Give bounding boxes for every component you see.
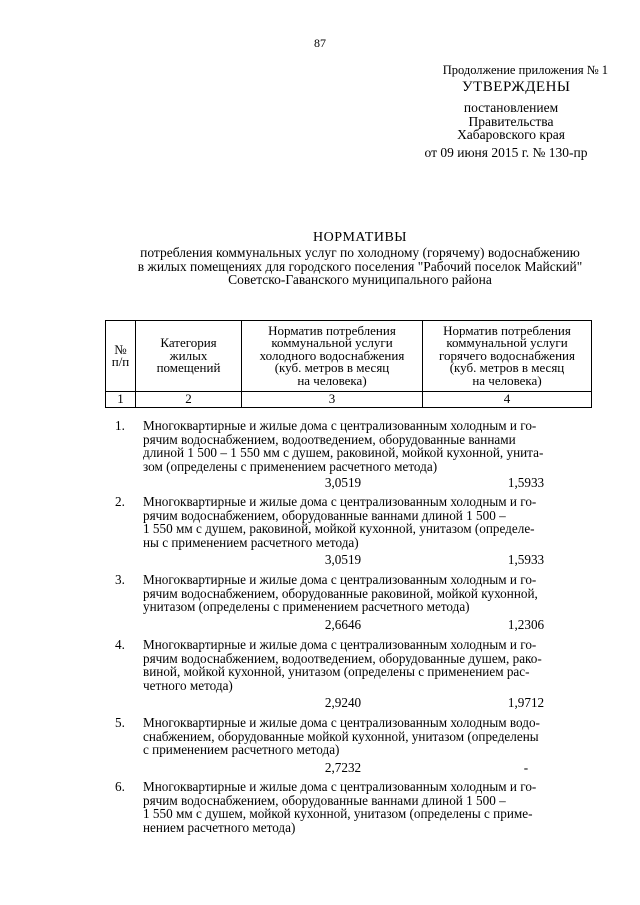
row-description: [143, 780, 605, 834]
hot-water-value: 1,9712: [507, 695, 545, 710]
description-line: Многоквартирные и жилые дома с централизованным холодным и го-: [143, 418, 537, 433]
page-number: 87: [314, 36, 326, 50]
approval-line: Хабаровского края: [457, 127, 565, 142]
description-line: длиной 1 500 – 1 550 мм с душем, раковиной, мойкой кухонной, унита-: [143, 445, 544, 461]
document-title: НОРМАТИВЫ: [312, 230, 408, 245]
subtitle-line: Советско-Гаванского муниципального района: [228, 272, 492, 287]
description-line: рячим водоснабжением, водоотведением, оборудованные ваннами: [143, 431, 516, 447]
subtitle-line: в жилых помещениях для городского поселения "Рабочий поселок Майский": [137, 258, 583, 274]
column-number: 1: [106, 392, 136, 408]
row-description: [143, 573, 605, 614]
column-number: 3: [242, 392, 423, 408]
header-text: на человека): [472, 372, 542, 388]
description-line: 1 550 мм с душем, мойкой кухонной, унитазом (определены с приме-: [143, 806, 533, 822]
header-text: горячего водоснабжения: [439, 347, 575, 363]
document-subtitle: [100, 246, 620, 287]
description-line: с применением расчетного метода): [143, 742, 340, 758]
header-text: холодного водоснабжения: [259, 347, 405, 363]
header-cell-category: [136, 321, 242, 392]
row-number: 1.: [115, 418, 125, 433]
cold-water-value: 3,0519: [324, 475, 362, 490]
description-line: Многоквартирные и жилые дома с централизованным холодным и го-: [143, 572, 537, 587]
row-description: [143, 716, 605, 757]
cold-water-value: 2,9240: [324, 695, 362, 710]
header-text: Норматив потребления: [268, 322, 396, 338]
norms-table-header: [105, 320, 592, 408]
cold-water-value: 2,7232: [324, 760, 362, 775]
description-line: рячим водоснабжением, оборудованные ваннами длиной 1 500 –: [143, 792, 506, 808]
description-line: снабжением, оборудованные мойкой кухонной, унитазом (определены: [143, 728, 539, 744]
hot-water-value: 1,2306: [507, 617, 545, 632]
header-text: (куб. метров в месяц: [274, 360, 390, 376]
cold-water-value: 2,6646: [324, 617, 362, 632]
header-text: коммунальной услуги: [446, 335, 568, 351]
description-line: четного метода): [143, 677, 233, 693]
row-description: [143, 419, 605, 473]
header-cell-number: [106, 321, 136, 392]
row-number: 4.: [115, 637, 125, 652]
row-number: 6.: [115, 779, 125, 794]
description-line: ны с применением расчетного метода): [143, 534, 359, 550]
header-text: коммунальной услуги: [271, 335, 393, 351]
description-line: зом (определены с применением расчетного метода): [143, 458, 438, 474]
hot-water-value: 1,5933: [507, 552, 545, 567]
description-line: рячим водоснабжением, водоотведением, оборудованные душем, рако-: [143, 650, 542, 666]
description-line: унитазом (определены с применением расчетного метода): [143, 599, 470, 615]
approval-line: Правительства: [468, 114, 554, 129]
description-line: нением расчетного метода): [143, 819, 296, 835]
description-line: Многоквартирные и жилые дома с централизованным холодным и го-: [143, 494, 537, 509]
hot-water-value: 1,5933: [507, 475, 545, 490]
row-description: [143, 638, 605, 692]
header-text: Категория: [160, 335, 217, 351]
header-text: п/п: [111, 354, 130, 369]
description-line: Многоквартирные и жилые дома с централизованным холодным и го-: [143, 637, 537, 652]
approval-line: постановлением: [463, 100, 559, 115]
header-text: на человека): [297, 372, 367, 388]
description-line: Многоквартирные и жилые дома с централизованным холодным водо-: [143, 715, 540, 730]
header-cell-hot: [423, 321, 592, 392]
continuation-note: Продолжение приложения № 1: [442, 63, 608, 77]
hot-water-value: -: [523, 760, 529, 775]
row-number: 5.: [115, 715, 125, 730]
approval-date: от 09 июня 2015 г. № 130-пр: [424, 145, 588, 160]
cold-water-value: 3,0519: [324, 552, 362, 567]
header-text: помещений: [156, 360, 221, 376]
header-text: Норматив потребления: [443, 322, 571, 338]
subtitle-line: потребления коммунальных услуг по холодному (горячему) водоснабжению: [140, 245, 580, 260]
row-number: 2.: [115, 494, 125, 509]
column-number: 2: [136, 392, 242, 408]
approved-heading: УТВЕРЖДЕНЫ: [462, 79, 571, 95]
row-description: [143, 495, 605, 549]
description-line: 1 550 мм с душем, раковиной, мойкой кухонной, унитазом (определе-: [143, 521, 535, 537]
row-number: 3.: [115, 572, 125, 587]
description-line: Многоквартирные и жилые дома с централизованным холодным и го-: [143, 779, 537, 794]
description-line: виной, мойкой кухонной, унитазом (определены с применением рас-: [143, 664, 530, 680]
description-line: рячим водоснабжением, оборудованные раковиной, мойкой кухонной,: [143, 585, 538, 601]
header-text: №: [114, 341, 127, 357]
header-cell-cold: [242, 321, 423, 392]
header-text: жилых: [169, 347, 208, 363]
column-number: 4: [423, 392, 592, 408]
header-text: (куб. метров в месяц: [449, 360, 565, 376]
description-line: рячим водоснабжением, оборудованные ваннами длиной 1 500 –: [143, 507, 506, 523]
